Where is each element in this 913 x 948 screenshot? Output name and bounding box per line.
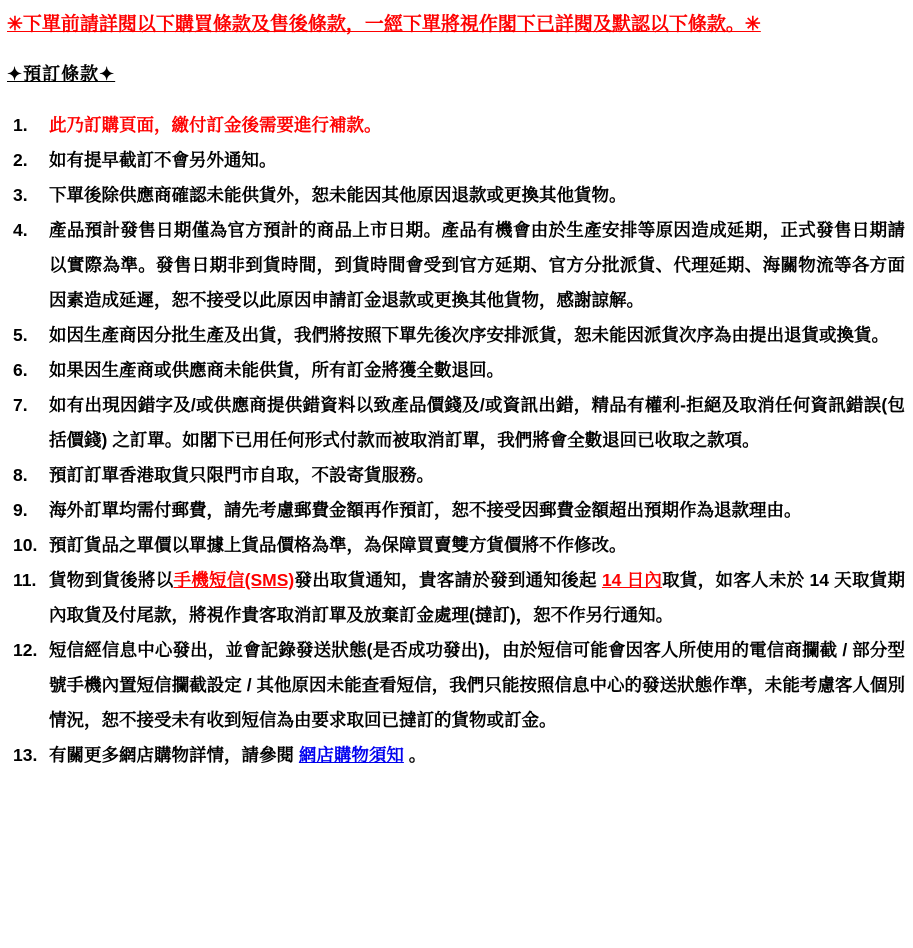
term-text: 產品預計發售日期僅為官方預計的商品上市日期。產品有機會由於生產安排等原因造成延期，正式發售日期請以實際為準。發售日期非到貨時間，到貨時間會受到官方延期、官方分批派貨、代理延期、海關物流等各方面因素造成延遲，恕不接受以此原因申請訂金退款或更換其他貨物，感謝諒解。 bbox=[49, 220, 905, 310]
term-item bbox=[7, 528, 905, 563]
term-number: 7. bbox=[13, 395, 28, 415]
term-text: 如因生產商因分批生產及出貨，我們將按照下單先後次序安排派貨，恕未能因派貨次序為由提出退貨或換貨。 bbox=[49, 325, 889, 345]
term-text: 海外訂單均需付郵費，請先考慮郵費金額再作預訂，恕不接受因郵費金額超出預期作為退款理由。 bbox=[49, 500, 802, 520]
section-title: ✦預訂條款✦ bbox=[7, 64, 116, 84]
terms-list bbox=[7, 108, 905, 773]
term-text: 有關更多網店購物詳情，請參閱 bbox=[49, 745, 299, 765]
term-item bbox=[7, 143, 905, 178]
term-text: 預訂貨品之單價以單據上貨品價格為準，為保障買賣雙方貨價將不作修改。 bbox=[49, 535, 627, 555]
term-item bbox=[7, 388, 905, 458]
term-number: 6. bbox=[13, 360, 28, 380]
sms-highlight: 手機短信(SMS) bbox=[173, 570, 295, 590]
term-text: 發出取貨通知，貴客請於發到通知後起 bbox=[294, 570, 602, 590]
pre-order-notice: ✳下單前請詳閱以下購買條款及售後條款，一經下單將視作閣下已詳閱及默認以下條款。✳ bbox=[7, 14, 761, 35]
term-number: 3. bbox=[13, 185, 28, 205]
term-number: 10. bbox=[13, 535, 38, 555]
term-number: 4. bbox=[13, 220, 28, 240]
term-item bbox=[7, 458, 905, 493]
term-text: 如有提早截訂不會另外通知。 bbox=[49, 150, 277, 170]
term-item bbox=[7, 633, 905, 738]
term-text: 預訂訂單香港取貨只限門市自取，不設寄貨服務。 bbox=[49, 465, 434, 485]
term-item bbox=[7, 108, 905, 143]
term-number: 9. bbox=[13, 500, 28, 520]
term-number: 8. bbox=[13, 465, 28, 485]
term-text: 如有出現因錯字及/或供應商提供錯資料以致產品價錢及/或資訊出錯，精品有權利-拒絕及取消任何資訊錯誤(包括價錢) 之訂單。如閣下已用任何形式付款而被取消訂單，我們將會全數退回已收取之款項。 bbox=[49, 395, 905, 450]
term-text: 短信經信息中心發出，並會記錄發送狀態(是否成功發出)，由於短信可能會因客人所使用的電信商攔截 / 部分型號手機內置短信攔截設定 / 其他原因未能查看短信，我們只能按照信息中心的發送狀態作準，未能考慮客人個別情況，恕不接受未有收到短信為由要求取回已撻訂的貨物或訂金。 bbox=[49, 640, 905, 730]
term-text: 。 bbox=[403, 745, 427, 765]
term-item bbox=[7, 353, 905, 388]
pickup-deadline-highlight: 14 日內 bbox=[601, 570, 663, 590]
term-number: 2. bbox=[13, 150, 28, 170]
deposit-notice-text: 此乃訂購頁面，繳付訂金後需要進行補款。 bbox=[49, 115, 382, 135]
term-text: 下單後除供應商確認未能供貨外，恕未能因其他原因退款或更換其他貨物。 bbox=[49, 185, 627, 205]
term-item bbox=[7, 738, 905, 773]
term-number: 11. bbox=[13, 570, 37, 590]
term-text: 取貨，如客人未於 14 天取貨期內取貨及付尾款，將視作貴客取消訂單及放棄訂金處理(撻訂)，恕不作另行通知。 bbox=[49, 570, 906, 625]
term-item bbox=[7, 318, 905, 353]
shop-guide-link[interactable]: 網店購物須知 bbox=[298, 745, 404, 765]
term-number: 1. bbox=[13, 115, 28, 135]
term-text: 貨物到貨後將以 bbox=[49, 570, 174, 590]
term-item bbox=[7, 213, 905, 318]
term-item bbox=[7, 178, 905, 213]
term-number: 12. bbox=[13, 640, 38, 660]
term-item bbox=[7, 493, 905, 528]
term-text: 如果因生產商或供應商未能供貨，所有訂金將獲全數退回。 bbox=[49, 360, 504, 380]
term-item bbox=[7, 563, 905, 633]
term-number: 5. bbox=[13, 325, 28, 345]
term-number: 13. bbox=[13, 745, 38, 765]
